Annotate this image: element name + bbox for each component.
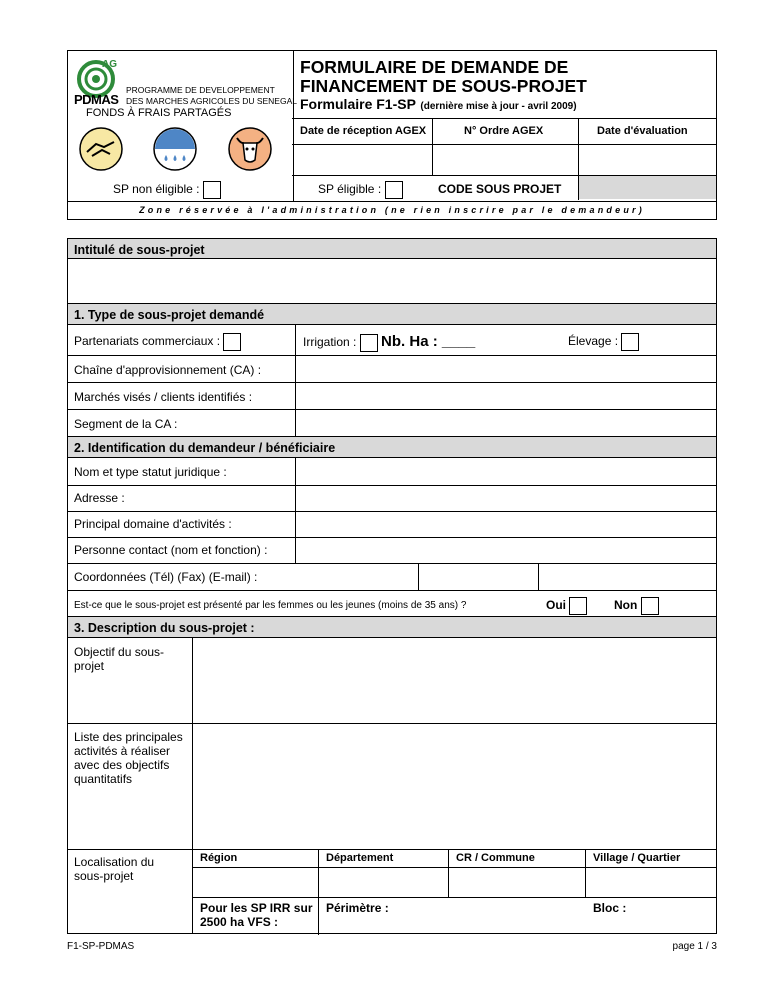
non-label: Non <box>614 598 638 613</box>
section3-header <box>68 616 716 638</box>
logo-text-line1: PROGRAMME DE DEVELOPPEMENT <box>126 85 275 95</box>
segment-label: Segment de la CA : <box>74 417 178 431</box>
personne-contact-label: Personne contact (nom et fonction) : <box>74 543 268 557</box>
nb-ha-label: Nb. Ha : ____ <box>381 333 476 350</box>
section2-header <box>68 436 716 458</box>
form-title-line1: FORMULAIRE DE DEMANDE DE <box>300 57 569 77</box>
pour-sp-irr-label: Pour les SP IRR sur 2500 ha VFS : <box>200 901 313 929</box>
col-village: Village / Quartier <box>593 852 681 864</box>
form-subtitle-note: (dernière mise à jour - avril 2009) <box>420 101 577 112</box>
form-subtitle <box>300 96 577 114</box>
code-sous-projet-label: CODE SOUS PROJET <box>438 182 562 196</box>
col-region: Région <box>200 852 238 864</box>
localisation-label: Localisation du sous-projet <box>74 855 155 883</box>
objectif-label: Objectif du sous-projet <box>74 645 165 673</box>
col-date-reception: Date de réception AGEX <box>300 125 427 137</box>
partenariats-checkbox[interactable] <box>223 333 241 351</box>
elevage-label: Élevage : <box>568 334 619 349</box>
handshake-icon <box>78 126 124 172</box>
section1-title: 1. Type de sous-projet demandé <box>74 308 265 322</box>
logo-text-line2: DES MARCHES AGRICOLES DU SENEGAL <box>126 96 297 106</box>
fonds-label: FONDS À FRAIS PARTAGÉS <box>86 107 232 119</box>
non-checkbox[interactable] <box>641 597 659 615</box>
col-date-evaluation: Date d'évaluation <box>597 125 688 137</box>
nom-statut-label: Nom et type statut juridique : <box>74 465 227 479</box>
marches-label: Marchés visés / clients identifiés : <box>74 390 253 404</box>
non-option <box>614 597 659 615</box>
question-femmes-jeunes: Est-ce que le sous-projet est présenté par les femmes ou les jeunes (moins de 35 ans) ? <box>74 600 467 611</box>
col-commune: CR / Commune <box>456 852 535 864</box>
footer-left: F1-SP-PDMAS <box>67 941 135 952</box>
section1-header <box>68 303 716 325</box>
sp-non-eligible-label: SP non éligible : <box>113 182 200 197</box>
main-form <box>67 238 717 934</box>
ca-label: Chaîne d'approvisionnement (CA) : <box>74 363 262 377</box>
irrigation-label: Irrigation : <box>303 335 357 349</box>
footer-right: page 1 / 3 <box>672 941 717 952</box>
oui-checkbox[interactable] <box>569 597 587 615</box>
bloc-label: Bloc : <box>593 901 627 915</box>
partenariats <box>74 333 241 351</box>
sp-eligible-checkbox[interactable] <box>385 181 403 199</box>
perimetre-label: Périmètre : <box>326 901 389 915</box>
sp-non-eligible <box>113 181 221 199</box>
adresse-label: Adresse : <box>74 491 125 505</box>
elevage <box>568 333 639 351</box>
intitule-label: Intitulé de sous-projet <box>74 243 205 257</box>
col-departement: Département <box>326 852 394 864</box>
sp-eligible <box>318 181 403 199</box>
oui-label: Oui <box>546 598 566 613</box>
irrigation <box>303 333 475 352</box>
partenariats-label: Partenariats commerciaux : <box>74 334 221 349</box>
form-subtitle-main: Formulaire F1-SP <box>300 96 416 112</box>
col-ordre-agex: N° Ordre AGEX <box>464 125 544 137</box>
oui-option <box>546 597 587 615</box>
water-drops-icon <box>152 126 198 172</box>
domaine-label: Principal domaine d'activités : <box>74 517 232 531</box>
sp-eligible-label: SP éligible : <box>318 182 382 197</box>
localisation-grid <box>192 849 717 935</box>
logo <box>74 57 297 109</box>
code-sous-projet-field[interactable] <box>579 176 716 199</box>
sp-non-eligible-checkbox[interactable] <box>203 181 221 199</box>
intitule-header <box>68 239 716 259</box>
logo-acronym: PDMAS <box>74 92 119 107</box>
zone-reservee: Zone réservée à l'administration (ne rien inscrire par le demandeur) <box>139 205 645 215</box>
section2-title: 2. Identification du demandeur / bénéficiaire <box>74 441 336 455</box>
irrigation-checkbox[interactable] <box>360 334 378 352</box>
intitule-input[interactable] <box>68 259 716 303</box>
form-title-line2: FINANCEMENT DE SOUS-PROJET <box>300 76 587 96</box>
cow-head-icon <box>227 126 273 172</box>
liste-activites-label: Liste des principales activités à réaliser avec des objectifs quantitatifs <box>74 730 183 786</box>
coordonnees-label: Coordonnées (Tél) (Fax) (E-mail) : <box>74 570 258 584</box>
svg-text:AG: AG <box>102 59 117 70</box>
section3-title: 3. Description du sous-projet : <box>74 621 255 635</box>
elevage-checkbox[interactable] <box>621 333 639 351</box>
